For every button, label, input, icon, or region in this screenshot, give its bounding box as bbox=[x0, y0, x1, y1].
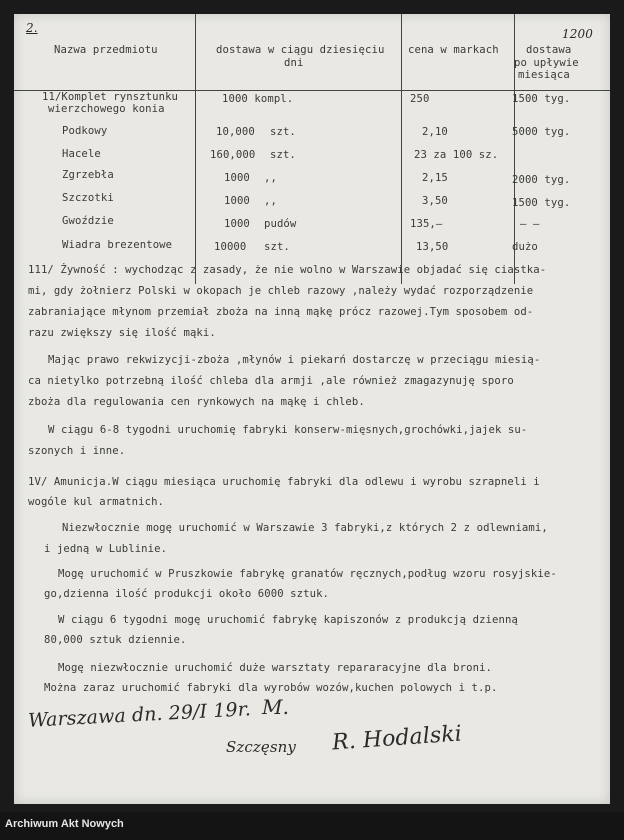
row-4-after: 2000 tyg. bbox=[512, 174, 571, 186]
row-4-qty: 1000 bbox=[224, 172, 250, 184]
document-page bbox=[14, 14, 610, 804]
row-2-unit: szt. bbox=[270, 126, 296, 138]
header-after-line2: po upływie bbox=[514, 57, 579, 69]
page-number: 2. bbox=[26, 21, 38, 35]
header-after-line3: miesiąca bbox=[518, 69, 570, 81]
row-5-price: 3,50 bbox=[422, 195, 448, 207]
archive-label: Archiwum Akt Nowych bbox=[5, 818, 124, 830]
row-1-item-line2: wierzchowego konia bbox=[48, 103, 165, 115]
p2-line3: zboża dla regulowania cen rynkowych na mąkę i chleb. bbox=[28, 396, 365, 408]
row-4-item: Zgrzebła bbox=[62, 169, 114, 181]
signature-podpis: Szczęsny bbox=[226, 738, 296, 756]
row-5-after: 1500 tyg. bbox=[512, 197, 571, 209]
row-6-item: Gwoździe bbox=[62, 215, 114, 227]
row-6-price: 135,— bbox=[410, 218, 443, 230]
row-1-item-line1: 11/Komplet rynsztunku bbox=[42, 91, 179, 103]
row-6-unit: pudów bbox=[264, 218, 297, 230]
p3-line1: W ciągu 6-8 tygodni uruchomię fabryki konserw-mięsnych,grochówki,jajek su- bbox=[48, 424, 528, 436]
row-2-item: Podkowy bbox=[62, 125, 108, 137]
p6-line1: Mogę uruchomić w Pruszkowie fabrykę granatów ręcznych,podług wzoru rosyjskie- bbox=[58, 568, 557, 580]
p5-line1: Niezwłocznie mogę uruchomić w Warszawie 3 fabryki,z których 2 z odlewniami, bbox=[62, 522, 548, 534]
p1-line4: razu zwiększy się ilość mąki. bbox=[28, 327, 216, 339]
header-delivery-line1: dostawa w ciągu dziesięciu bbox=[216, 44, 385, 56]
p1-line3: zabraniające młynom przemiał zboża na inną mąkę prócz razowej.Tym sposobem od- bbox=[28, 306, 534, 318]
row-5-unit: ,, bbox=[264, 195, 277, 207]
row-7-price: 13,50 bbox=[416, 241, 449, 253]
row-2-after: 5000 tyg. bbox=[512, 126, 571, 138]
row-1-qty: 1000 kompl. bbox=[222, 93, 294, 105]
row-4-unit: ,, bbox=[264, 172, 277, 184]
row-1-price: 250 bbox=[410, 93, 430, 105]
row-7-qty: 10000 bbox=[214, 241, 247, 253]
p4-line2: wogóle kul armatnich. bbox=[28, 496, 165, 508]
row-6-after: — — bbox=[520, 218, 540, 230]
row-3-price: 23 za 100 sz. bbox=[414, 149, 499, 161]
row-2-qty: 10,000 bbox=[216, 126, 255, 138]
p1-line1: 111/ Żywność : wychodząc z zasady, że nie wolno w Warszawie objadać się ciastka- bbox=[28, 264, 547, 276]
signature-place-date: Warszawa dn. 29/I 19r. bbox=[27, 698, 252, 732]
p8-line1: Mogę niezwłocznie uruchomić duże warsztaty repararacyjne dla broni. bbox=[58, 662, 493, 674]
p7-line2: 80,000 sztuk dziennie. bbox=[44, 634, 187, 646]
table-col-divider-1 bbox=[195, 14, 196, 284]
row-7-unit: szt. bbox=[264, 241, 290, 253]
row-5-qty: 1000 bbox=[224, 195, 250, 207]
archive-footer bbox=[0, 812, 624, 840]
p7-line1: W ciągu 6 tygodni mogę uruchomić fabrykę kapiszonów z produkcją dzienną bbox=[58, 614, 518, 626]
p4-line1: 1V/ Amunicja.W ciągu miesiąca uruchomię fabryki dla odlewu i wyrobu szrapneli i bbox=[28, 476, 540, 488]
p2-line2: ca nietylko potrzebną ilość chleba dla armji ,ale również zmagazynuję sporo bbox=[28, 375, 514, 387]
p2-line1: Mając prawo rekwizycji-zboża ,młynów i piekarń dostarczę w przeciągu miesią- bbox=[48, 354, 541, 366]
row-3-item: Hacele bbox=[62, 148, 101, 160]
signature-initial: M. bbox=[262, 695, 290, 719]
row-7-item: Wiadra brezentowe bbox=[62, 239, 173, 251]
header-after-line1: dostawa bbox=[526, 44, 572, 56]
row-2-price: 2,10 bbox=[422, 126, 448, 138]
p6-line2: go,dzienna ilość produkcji około 6000 sztuk. bbox=[44, 588, 330, 600]
header-item: Nazwa przedmiotu bbox=[54, 44, 158, 56]
row-6-qty: 1000 bbox=[224, 218, 250, 230]
p1-line2: mi, gdy żołnierz Polski w okopach je chleb razowy ,należy wydać rozporządzenie bbox=[28, 285, 534, 297]
p5-line2: i jedną w Lublinie. bbox=[44, 543, 168, 555]
table-col-divider-2 bbox=[401, 14, 402, 284]
header-price: cena w markach bbox=[408, 44, 499, 56]
p3-line2: szonych i inne. bbox=[28, 445, 126, 457]
row-7-after: dużo bbox=[512, 241, 538, 253]
row-1-after: 1500 tyg. bbox=[512, 93, 571, 105]
header-delivery-line2: dni bbox=[284, 57, 304, 69]
row-5-item: Szczotki bbox=[62, 192, 114, 204]
signature-name: R. Hodalski bbox=[331, 721, 463, 756]
page-corner-mark: 1200 bbox=[562, 27, 593, 41]
row-3-qty: 160,000 bbox=[210, 149, 256, 161]
row-3-unit: szt. bbox=[270, 149, 296, 161]
p9-line1: Można zaraz uruchomić fabryki dla wyrobów wozów,kuchen polowych i t.p. bbox=[44, 682, 498, 694]
row-4-price: 2,15 bbox=[422, 172, 448, 184]
